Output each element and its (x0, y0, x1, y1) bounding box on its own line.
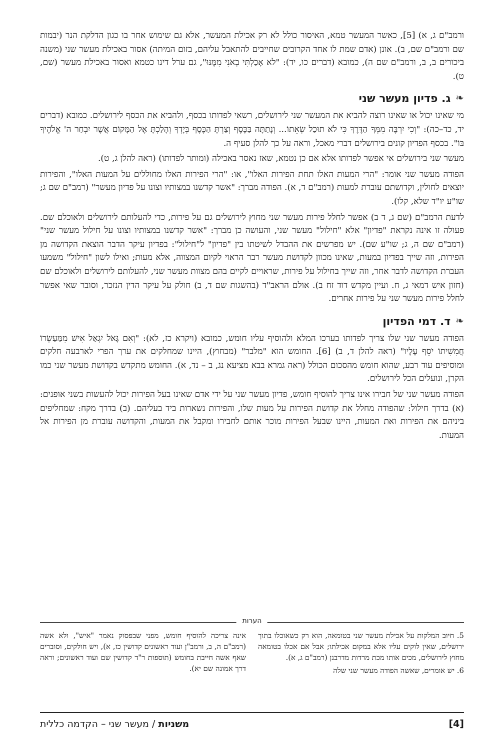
footnotes-separator (40, 617, 464, 627)
book-title: משניות (158, 718, 190, 730)
section-g-paragraph-2: מעשר שני בירושלים אי אפשר לפדותו אלא אם כן נטמא, שאז נאסר באכילה (ומותר לפדותו) (ראה להלן ג, ט). (97, 154, 464, 165)
section-d-paragraph-1: הפודה מעשר שני שלו צריך לפדותו בערכו המלא ולהוסיף עליו חומש, כמובא (ויקרא כז, לא): "וְאִם גָּאֹל יִגְאַל אִישׁ מִמַּעַשְׂרוֹ חֲמִשִׁיתוֹ יֹסֵף עָלָיו" (ראה להלן ד, ב) [6]. החומש הוא "מלבר" (מבחוץ), היינו שמחלקים את ערך הפרי לארבעה חלקים ומוסיפים עוד רבע, שהוא חומש מהסכום הכולל (ראה גמרא בבא מציעא נג, ב – נד, א). החומש מתקדש בקדושת מעשר שני כמו הקרן, ונועלים הכל לירושלים. (40, 333, 464, 385)
footnotes-column-left (40, 630, 246, 700)
section-g-paragraph-1: מי שאינו יכול או שאינו רוצה להביא את המעשר שני לירושלים, רשאי לפדותו בכסף, ולהביא את הכסף לירושלים. כמובא (דברים יד, כד–כה): "וְכִי יִרְבֶּה מִמְּךָ הַדֶּרֶךְ כִּי לֹא תוּכַל שְׂאֵתוֹ... וְנָתַתָּה בַּכָּסֶף וְצַרְתָּ הַכֶּסֶף בְּיָדְךָ וְהָלַכְתָּ אֶל הַמָּקוֹם אֲשֶׁר יִבְחַר ה' אֱלֹהֶיךָ בּוֹ". בכסף הפדיון קונים בירושלים דברי מאכל, וראה על כך להלן סעיף ה. (40, 111, 464, 149)
footnote-6-start: 6. יש אומרים, שאשה הפודה מעשר שני שלה (333, 666, 464, 675)
page-number: [4] (448, 718, 464, 730)
footnotes-section (40, 630, 464, 700)
section-g-heading (40, 92, 464, 105)
footnote-6-continued: אינה צריכה להוסיף חומש, מפני שבפסוק נאמר "איש", ולא אשה (רמב"ם ה, ב, ורמב"ן ועוד ראשונים קדושין כז, א), ויש חולקים, וסוברים שאף אשה חייבת בחומש (תוספות ר"ד קדושין שם ועוד ראשונים; וראה דרך אמונה שם יא). (40, 631, 246, 673)
section-g-paragraph-4: לדעת הרמב"ם (שם ג, ד ב) אפשר לחלל פירות מעשר שני מחוץ לירושלים גם על פירות, כדי להעלותם לירושלים ולאוכלם שם. פעולה זו אינה נקראת "פדיון" אלא "חילול" מעשר שני, והעושה כן מברך: "אשר קדשנו במצותיו וצונו על חילול מעשר שני" (רמב"ם שם ה, ג; שו"ע שם). יש מפרשים את ההבדל לשיטתו בין "פדיון" ל"חילול": בפדיון עיקר הדבר הוצאת הקדושה מן הפירות, וזה שייך בפדיון במעות, שאינו מכוון לקדושת מעשר רבר הראוי לקיום המצווה, אלא מעות; ואילו לשון "חילול" משמעו העברת הקדושה לדבר אחר, וזה שייך בחילול על פירות, שראויים לקיים בהם מצוות מעשר שני, להעלותם לירושלים ולאוכלם שם (חזון איש דמאי ג, ח. ועיין מקדש דוד זח ב). אולם הראב"ד (בהשגות שם ד, ב) חולק על עיקר הדין הנזכר, וסובר שאי אפשר לחלל פירות מעשר שני על פירות אחרים. (40, 212, 464, 305)
footnotes-column-right (258, 630, 464, 700)
book-subtitle: / מעשר שני – הקדמה כללית (40, 718, 156, 730)
footnotes-label: הערות (236, 617, 267, 625)
footnote-5: 5. חיוב המלקות על אכילת מעשר שני בטומאה, הוא רק כשאוכלו בתוך ירושלים, שאין לוקים עליו אלא במקום אכילתו; אבל אם אכלו בטומאה מחוץ לירושלים, מכים אותו מכת מרדות מדרבנן (רמב"ם ג, א). (258, 631, 464, 662)
leaf-ornament-icon: ❧ (455, 315, 464, 327)
running-title (40, 719, 189, 730)
section-d-heading (40, 315, 464, 328)
section-g-paragraph-3: הפודה מעשר שני אומר: "הרי המעות האלו תחת הפירות האלו", או: "הרי הפירות האלו מחוללים על המעות האלו", והפירות יוצאים לחולין, וקדושתם עוברת למעות (רמב"ם ד, א). הפודה מברך: "אשר קדשנו במצותיו וצונו על פדיון מעשר" (רמב"ם שם ג; שו"ע יו"ד שלא, קלו). (40, 169, 464, 207)
section-g-title: ג. פדיון מעשר שני (358, 92, 451, 106)
page-footer (40, 712, 464, 732)
intro-paragraph: ורמב"ם ג, א) [5], כאשר המעשר טמא, האיסור כולל לא רק אכילת המעשר, אלא גם שימוש אחר בו כגון הדלקת הנר (יבמות שם ורמב"ם שם, ב). אונן (אדם שמת לו אחד הקרובים שחייבים להתאבל עליהם, בזום המיתה) אסור באכילת מעשר שני (משנה ביכורים ב, ב, ורמב"ם שם ה), כמובא (דברים כו, יד): "לא אָכַלְתִּי בְאֹנִי מִמֶּנּוּ", גם ערל דינו כטמא ואסור באכילת מעשר (שם, ט). (40, 31, 464, 82)
section-d-paragraph-2: הפודה מעשר שני של חבירו אינו צריך להוסיף חומש, פדיון מעשר שני על ידי אדם שאינו בעל הפירות יכול להעשות בשני אופנים: (א) בדרך חילול: שהפודה מחלל את קדושת הפירות על מעות שלו, והפירות נשארות ביד בעליהם. (ב) בדרך מקח: שמחליפים ביניהם את הפירות ואת המעות, היינו שבעל הפירות מוכר אותם לחבירו ומקבל את המעות, והקדושה עוברת מן הפירות אל המעות. (40, 390, 464, 441)
section-d-title: ד. דמי הפדיון (382, 314, 451, 328)
leaf-ornament-icon: ❧ (455, 93, 464, 105)
